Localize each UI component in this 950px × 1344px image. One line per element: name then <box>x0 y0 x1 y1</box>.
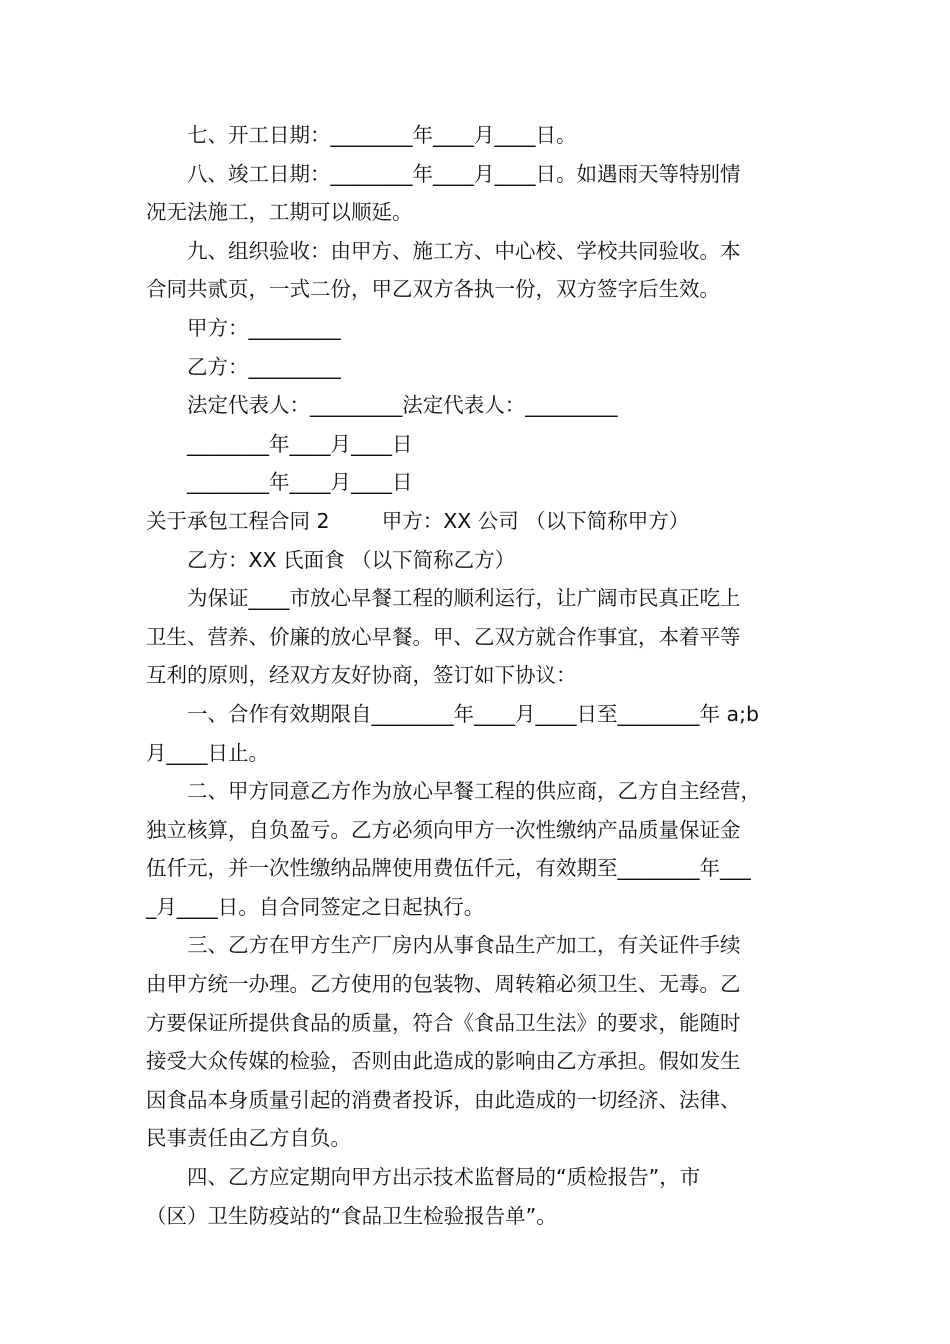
article-4-line-1: 四、乙方应定期向甲方出示技术监督局的“质检报告”，市 <box>187 1165 701 1190</box>
article-3-line-6: 民事责任由乙方自负。 <box>146 1126 351 1151</box>
article-3-line-4: 接受大众传媒的检验，否则由此造成的影响由乙方承担。假如发生 <box>146 1049 741 1074</box>
preamble-line-3: 互利的原则，经双方友好协商，签订如下协议： <box>146 663 577 688</box>
document-body <box>146 116 806 1235</box>
preamble-line-1: 为保证____市放心早餐工程的顺利运行，让广阔市民真正吃上 <box>187 586 741 611</box>
signature-date-b: ________年____月____日 <box>187 470 413 495</box>
article-3-line-3: 方要保证所提供食品的质量，符合《食品卫生法》的要求，能随时 <box>146 1010 741 1035</box>
article-1-continuation: 月____日止。 <box>146 740 269 765</box>
article-3-line-2: 由甲方统一办理。乙方使用的包装物、周转箱必须卫生、无毒。乙 <box>146 972 741 997</box>
clause-7-start-date: 七、开工日期：________年____月____日。 <box>187 123 577 147</box>
article-3-line-5: 因食品本身质量引起的消费者投诉，由此造成的一切经济、法律、 <box>146 1087 741 1112</box>
article-2-line-3: 伍仟元，并一次性缴纳品牌使用费伍仟元，有效期至________年___ <box>146 856 751 881</box>
article-1-term: 一、合作有效期限自________年____月____日至________年 a;b <box>187 701 759 726</box>
clause-8-completion-date: 八、竣工日期：________年____月____日。如遇雨天等特别情 <box>187 161 741 186</box>
clause-9-continuation: 合同共贰页，一式二份，甲乙双方各执一份，双方签字后生效。 <box>146 277 720 302</box>
article-2-line-2: 独立核算，自负盈亏。乙方必须向甲方一次性缴纳产品质量保证金 <box>146 817 741 842</box>
article-2-line-4: _月____日。自合同签定之日起执行。 <box>146 894 485 919</box>
party-a-signature: 甲方：_________ <box>187 315 341 340</box>
clause-9-acceptance: 九、组织验收：由甲方、施工方、中心校、学校共同验收。本 <box>187 238 741 263</box>
legal-representatives: 法定代表人：_________法定代表人：_________ <box>187 393 618 418</box>
contract-2-heading: 关于承包工程合同 2 甲方：XX 公司 （以下简称甲方） <box>146 508 690 533</box>
clause-8-continuation: 况无法施工，工期可以顺延。 <box>146 200 413 225</box>
preamble-line-2: 卫生、营养、价廉的放心早餐。甲、乙双方就合作事宜，本着平等 <box>146 624 741 649</box>
signature-date-a: ________年____月____日 <box>187 431 413 456</box>
article-2-line-1: 二、甲方同意乙方作为放心早餐工程的供应商，乙方自主经营， <box>187 779 761 804</box>
party-b-intro: 乙方：XX 氏面食 （以下简称乙方） <box>187 547 516 572</box>
article-3-line-1: 三、乙方在甲方生产厂房内从事食品生产加工，有关证件手续 <box>187 933 741 958</box>
article-4-line-2: （区）卫生防疫站的“食品卫生检验报告单”。 <box>146 1203 557 1228</box>
party-b-signature: 乙方：_________ <box>187 354 341 379</box>
